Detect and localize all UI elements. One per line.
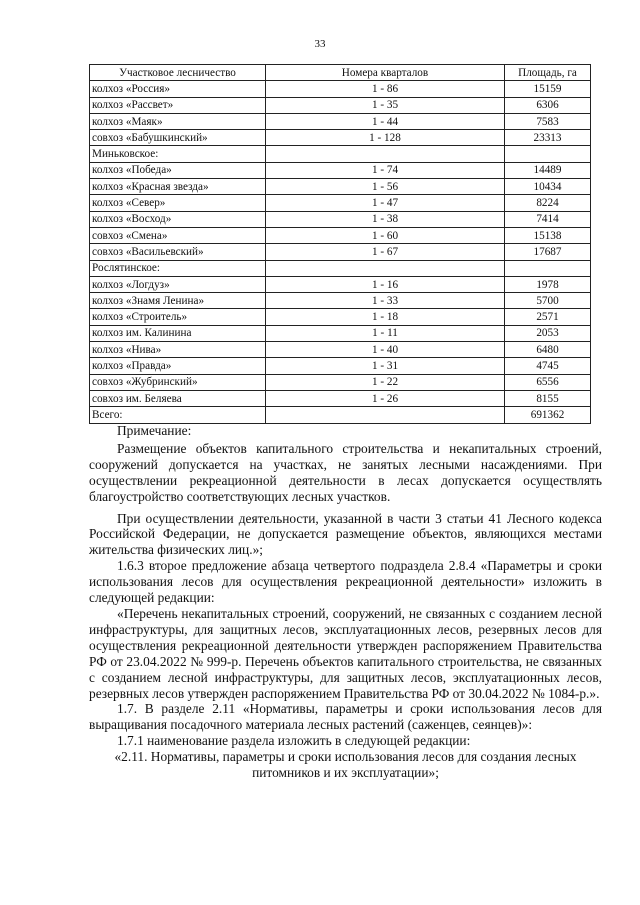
cell-district: колхоз «Восход»: [90, 211, 266, 227]
cell-district: колхоз «Маяк»: [90, 113, 266, 129]
cell-area: 14489: [505, 162, 591, 178]
cell-district: колхоз «Россия»: [90, 81, 266, 97]
cell-area: 7583: [505, 113, 591, 129]
cell-district: совхоз «Бабушкинский»: [90, 130, 266, 146]
paragraph-6: 1.7.1 наименование раздела изложить в следующей редакции:: [117, 733, 471, 749]
cell-quarters: 1 - 128: [266, 130, 505, 146]
cell-quarters: 1 - 40: [266, 342, 505, 358]
cell-district: совхоз «Васильевский»: [90, 244, 266, 260]
cell-quarters: 1 - 67: [266, 244, 505, 260]
cell-district: колхоз «Строитель»: [90, 309, 266, 325]
paragraph-2: При осуществлении деятельности, указанной в части 3 статьи 41 Лесного кодекса Российской Федерации, не допускается размещение объектов, являющихся местами жительства физических лиц.»;: [89, 510, 602, 558]
note-title: Примечание:: [117, 423, 192, 438]
header-area: Площадь, га: [505, 65, 591, 81]
cell-area: 8155: [505, 390, 591, 406]
table-row: [90, 244, 591, 260]
cell-area: 7414: [505, 211, 591, 227]
table-row: [90, 358, 591, 374]
table-row: [90, 113, 591, 129]
cell-quarters: [266, 260, 505, 276]
table-row: [90, 211, 591, 227]
cell-district: колхоз «Победа»: [90, 162, 266, 178]
header-district: Участковое лесничество: [90, 65, 266, 81]
table-row: [90, 162, 591, 178]
cell-district: колхоз «Правда»: [90, 358, 266, 374]
table-row: [90, 390, 591, 406]
cell-district: Рослятинское:: [90, 260, 266, 276]
table-row: [90, 227, 591, 243]
cell-area: [505, 260, 591, 276]
paragraph-5: 1.7. В разделе 2.11 «Нормативы, параметры и сроки использования лесов для выращивания посадочного материала лесных растений (саженцев, сеянцев)»:: [89, 701, 602, 733]
cell-quarters: 1 - 18: [266, 309, 505, 325]
paragraph-7: «2.11. Нормативы, параметры и сроки использования лесов для создания лесных питомников и их эксплуатации»;: [114, 749, 577, 781]
cell-quarters: 1 - 60: [266, 227, 505, 243]
cell-area: 1978: [505, 276, 591, 292]
main-text: [89, 423, 602, 781]
cell-area: 6306: [505, 97, 591, 113]
cell-area: 17687: [505, 244, 591, 260]
cell-area: 23313: [505, 130, 591, 146]
forestry-table: [89, 64, 591, 424]
table-row: [90, 325, 591, 341]
cell-area: 6480: [505, 342, 591, 358]
cell-area: 10434: [505, 179, 591, 195]
cell-quarters: 1 - 35: [266, 97, 505, 113]
cell-area: 691362: [505, 407, 591, 423]
cell-quarters: 1 - 44: [266, 113, 505, 129]
cell-area: 2571: [505, 309, 591, 325]
table-row: [90, 146, 591, 162]
table-row: [90, 309, 591, 325]
cell-quarters: 1 - 86: [266, 81, 505, 97]
cell-area: [505, 146, 591, 162]
cell-district: колхоз «Знамя Ленина»: [90, 293, 266, 309]
table-row: [90, 276, 591, 292]
cell-quarters: 1 - 56: [266, 179, 505, 195]
table-row: [90, 342, 591, 358]
table-row: [90, 407, 591, 423]
table-header-row: [90, 65, 591, 81]
cell-district: колхоз «Красная звезда»: [90, 179, 266, 195]
cell-district: совхоз «Смена»: [90, 227, 266, 243]
paragraph-4: «Перечень некапитальных строений, сооружений, не связанных с созданием лесной инфраструктуры, для защитных лесов, эксплуатационных лесов, резервных лесов для осуществления рекреационной деятельности утвержден распоряжением Правительства РФ от 23.04.2022 № 999-р. Перечень объектов капитального строительства, не связанных с созданием лесной инфраструктуры, для защитных лесов, эксплуатационных лесов, резервных лесов утвержден распоряжением Правительства РФ от 30.04.2022 № 1084-р.».: [89, 605, 602, 701]
cell-quarters: 1 - 74: [266, 162, 505, 178]
cell-quarters: 1 - 31: [266, 358, 505, 374]
cell-area: 15159: [505, 81, 591, 97]
cell-district: совхоз «Жубринский»: [90, 374, 266, 390]
cell-quarters: 1 - 22: [266, 374, 505, 390]
cell-area: 2053: [505, 325, 591, 341]
page-number: 33: [314, 38, 326, 50]
table-row: [90, 130, 591, 146]
cell-district: Всего:: [90, 407, 266, 423]
table-row: [90, 195, 591, 211]
cell-quarters: 1 - 33: [266, 293, 505, 309]
table-row: [90, 179, 591, 195]
cell-area: 5700: [505, 293, 591, 309]
paragraph-1: Размещение объектов капитального строительства и некапитальных строений, сооружений допускается на участках, не занятых лесными насаждениями. При осуществлении рекреационной деятельности в лесах допускается осуществлять благоустройство соответствующих лесных участков.: [89, 440, 602, 504]
cell-quarters: 1 - 38: [266, 211, 505, 227]
table-row: [90, 260, 591, 276]
cell-district: колхоз «Логдуз»: [90, 276, 266, 292]
cell-area: 15138: [505, 227, 591, 243]
cell-quarters: 1 - 47: [266, 195, 505, 211]
cell-district: колхоз «Нива»: [90, 342, 266, 358]
header-quarters: Номера кварталов: [266, 65, 505, 81]
table-row: [90, 97, 591, 113]
cell-district: колхоз «Север»: [90, 195, 266, 211]
cell-district: колхоз им. Калинина: [90, 325, 266, 341]
cell-district: совхоз им. Беляева: [90, 390, 266, 406]
cell-area: 6556: [505, 374, 591, 390]
cell-area: 8224: [505, 195, 591, 211]
cell-quarters: 1 - 26: [266, 390, 505, 406]
paragraph-3: 1.6.3 второе предложение абзаца четвертого подраздела 2.8.4 «Параметры и сроки использования лесов для осуществления рекреационной деятельности» изложить в следующей редакции:: [89, 558, 602, 606]
cell-quarters: [266, 407, 505, 423]
cell-district: Миньковское:: [90, 146, 266, 162]
table-row: [90, 293, 591, 309]
table-row: [90, 374, 591, 390]
table-row: [90, 81, 591, 97]
cell-area: 4745: [505, 358, 591, 374]
cell-district: колхоз «Рассвет»: [90, 97, 266, 113]
cell-quarters: [266, 146, 505, 162]
cell-quarters: 1 - 16: [266, 276, 505, 292]
cell-quarters: 1 - 11: [266, 325, 505, 341]
